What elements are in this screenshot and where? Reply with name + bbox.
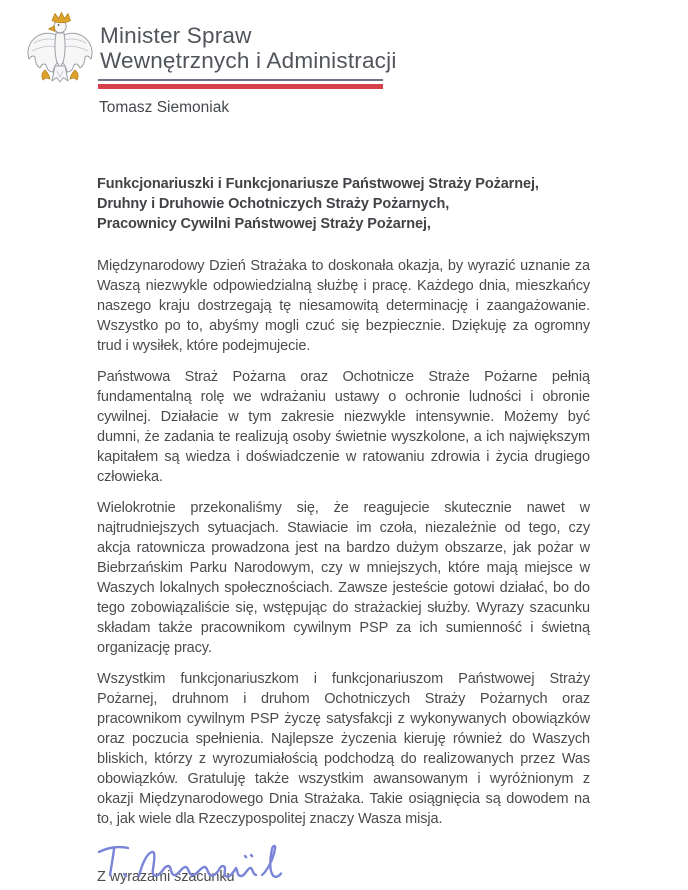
closing-line: Z wyrazami szacunku — [97, 869, 235, 885]
header-rule-thin — [98, 79, 383, 81]
ministry-name-line1: Minister Spraw — [100, 23, 252, 48]
salutation-line: Druhny i Druhowie Ochotniczych Straży Pożarnych, — [97, 196, 450, 212]
ministry-name — [100, 24, 397, 73]
minister-name: Tomasz Siemoniak — [99, 99, 230, 116]
ministry-name-line2: Wewnętrznych i Administracji — [100, 47, 397, 73]
salutation-line: Funkcjonariuszki i Funkcjonariusze Państwowej Straży Pożarnej, — [97, 176, 539, 192]
letter-paragraph: Wszystkim funkcjonariuszkom i funkcjonariuszom Państwowej Straży Pożarnej, druhnom i druhom Ochotniczych Straży Pożarnych oraz pracownikom cywilnym PSP życzę satysfakcji z wykonywanych obowiązków oraz poczucia spełnienia. Najlepsze życzenia kieruję również do Waszych bliskich, którzy z wyrozumiałością podchodzą do realizowanych przez Was obowiązków. Gratuluję także wszystkim awansowanym i wyróżnionym z okazji Międzynarodowego Dnia Strażaka. Takie osiągnięcia są dowodem na to, jak wiele dla Rzeczypospolitej znaczy Wasza misja. — [97, 671, 590, 827]
salutation — [97, 174, 590, 234]
salutation-line: Pracownicy Cywilni Państwowej Straży Pożarnej, — [97, 216, 431, 232]
letter-paragraph: Międzynarodowy Dzień Strażaka to doskonała okazja, by wyrazić uznanie za Waszą niezwykle odpowiedzialną służbę i pracę. Każdego dnia, mieszkańcy naszego kraju dostrzegają tę niesamowitą determinację i zaangażowanie. Wszystko po to, abyśmy mogli czuć się bezpiecznie. Dziękuję za ogromny trud i wysiłek, które podejmujecie. — [97, 258, 590, 354]
header-rule-red — [98, 84, 383, 89]
polish-eagle-emblem-icon — [25, 11, 95, 90]
letter-paragraph: Państwowa Straż Pożarna oraz Ochotnicze Straże Pożarne pełnią fundamentalną rolę we wdrażaniu ustawy o ochronie ludności i obronie cywilnej. Działacie w tym zakresie niezwykle intensywnie. Możemy być dumni, że zadania te realizują osoby świetnie wyszkolone, a ich największym kapitałem są wiedza i doświadczenie w ratowaniu zdrowia i życia drugiego człowieka. — [97, 369, 590, 485]
handwritten-signature-icon — [95, 840, 320, 888]
letter-body — [97, 174, 590, 887]
letter-paragraph: Wielokrotnie przekonaliśmy się, że reagujecie skutecznie nawet w najtrudniejszych sytuacjach. Stawiacie im czoła, niezależnie od tego, czy akcja ratownicza prowadzona jest na bardzo dużym obszarze, jak pożar w Biebrzańskim Parku Narodowym, czy w mniejszych, które mają miejsce w Waszych lokalnych społecznościach. Zawsze jesteście gotowi działać, bo do tego zobowiązaliście się, wstępując do strażackiej służby. Wyrazy szacunku składam także pracownikom cywilnym PSP za ich sumienność i świetną organizację pracy. — [97, 500, 590, 656]
